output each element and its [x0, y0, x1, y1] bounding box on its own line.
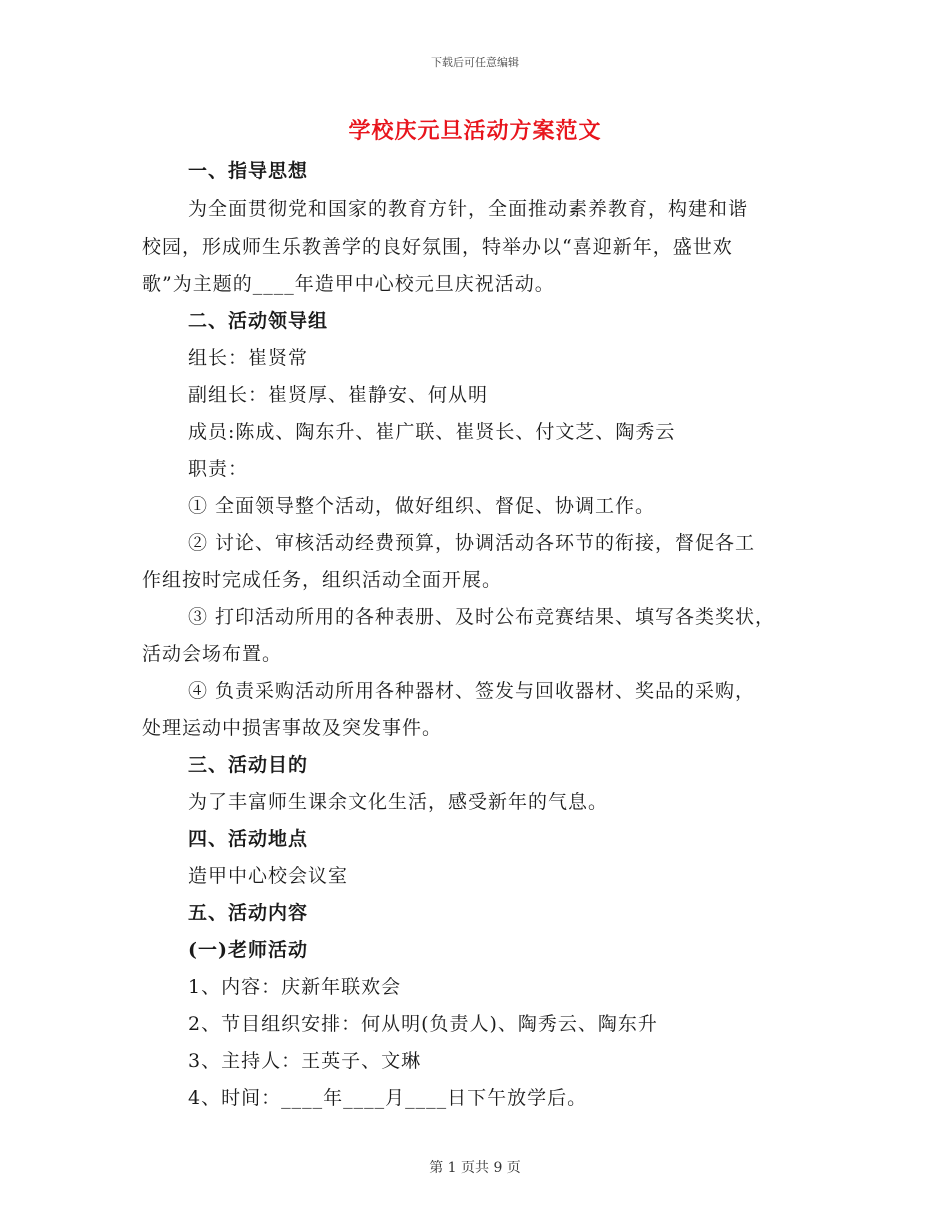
list-item: 3、主持人：王英子、文琳	[188, 1050, 422, 1072]
duty-item-cont: 活动会场布置。	[142, 643, 283, 665]
list-item: 4、时间：____年____月____日下午放学后。	[188, 1087, 588, 1109]
leader-line: 组长：崔贤常	[188, 347, 309, 369]
section-heading-2: 二、活动领导组	[188, 310, 329, 332]
paragraph-line: 为了丰富师生课余文化生活，感受新年的气息。	[188, 791, 609, 813]
list-item: 2、节目组织安排：何从明(负责人)、陶秀云、陶东升	[188, 1013, 658, 1035]
duty-item: ② 讨论、审核活动经费预算，协调活动各环节的衔接，督促各工	[188, 532, 756, 554]
duty-item-cont: 作组按时完成任务，组织活动全面开展。	[142, 569, 503, 591]
vice-leader-line: 副组长：崔贤厚、崔静安、何从明	[188, 384, 489, 406]
paragraph-line: 歌”为主题的____年造甲中心校元旦庆祝活动。	[142, 273, 555, 295]
document-title: 学校庆元旦活动方案范文	[348, 118, 602, 144]
duty-item: ③ 打印活动所用的各种表册、及时公布竞赛结果、填写各类奖状，	[188, 606, 776, 628]
duty-item: ④ 负责采购活动所用各种器材、签发与回收器材、奖品的采购，	[188, 680, 756, 702]
subsection-heading: (一)老师活动	[188, 939, 308, 961]
paragraph-line: 为全面贯彻党和国家的教育方针，全面推动素养教育，构建和谐	[188, 198, 749, 220]
section-heading-3: 三、活动目的	[188, 754, 309, 776]
section-heading-1: 一、指导思想	[188, 160, 309, 182]
duty-item-cont: 处理运动中损害事故及突发事件。	[142, 717, 443, 739]
paragraph-line: 校园，形成师生乐教善学的良好氛围，特举办以“喜迎新年，盛世欢	[142, 236, 733, 258]
paragraph-line: 造甲中心校会议室	[188, 865, 349, 887]
members-line: 成员:陈成、陶东升、崔广联、崔贤长、付文芝、陶秀云	[188, 421, 676, 443]
duties-label: 职责：	[188, 458, 249, 480]
page-header: 下载后可任意编辑	[431, 56, 519, 69]
duty-item: ① 全面领导整个活动，做好组织、督促、协调工作。	[188, 495, 656, 517]
section-heading-5: 五、活动内容	[188, 902, 309, 924]
section-heading-4: 四、活动地点	[188, 828, 309, 850]
page-footer: 第 1 页共 9 页	[429, 1160, 521, 1176]
list-item: 1、内容：庆新年联欢会	[188, 976, 402, 998]
